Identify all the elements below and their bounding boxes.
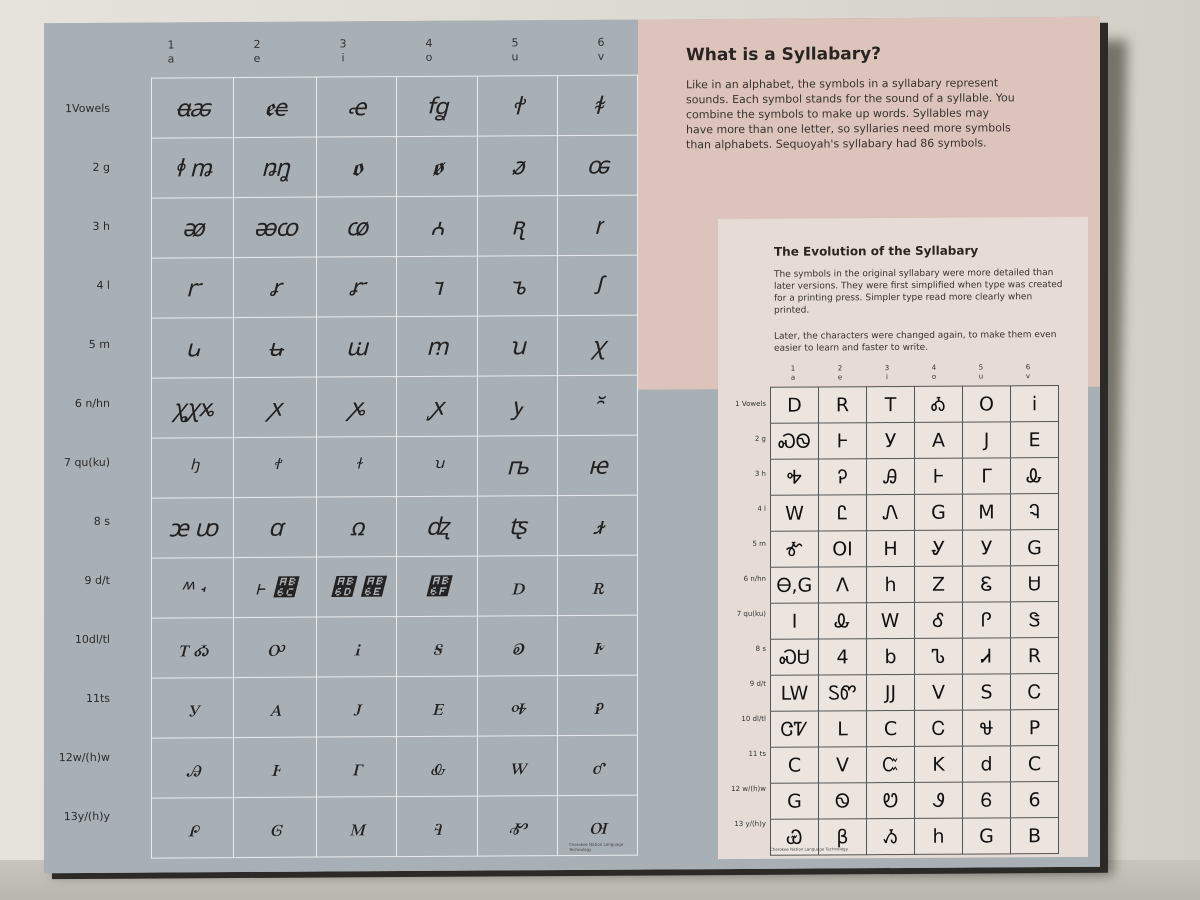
- syllable-cell: ꭓ: [557, 315, 637, 375]
- table-row: [771, 422, 1059, 460]
- syllable-cell: ꬹ ꬺ: [152, 138, 234, 199]
- original-syllabary-grid: [151, 75, 638, 859]
- row-label: 3 h: [92, 219, 110, 233]
- modern-syllable-cell: K: [915, 746, 963, 782]
- syllable-cell: ꮂ: [397, 736, 477, 796]
- modern-syllable-cell: Ꮎ,G: [771, 567, 819, 603]
- table-row: [152, 255, 638, 318]
- syllable-cell: ꮈ: [397, 796, 477, 856]
- modern-syllable-cell: LW: [771, 675, 819, 711]
- table-row: [771, 674, 1059, 712]
- syllable-cell: ꭤ: [234, 497, 317, 558]
- row-label: 12w/(h)w: [58, 750, 110, 765]
- modern-syllable-cell: Ꭾ: [819, 459, 867, 495]
- row-label: 9 d/t: [84, 573, 110, 587]
- syllable-cell: ꭭ ꭮: [316, 557, 396, 617]
- modern-syllable-cell: ᏚᏛ: [819, 675, 867, 711]
- mini-row-label: 1 Vowels: [735, 399, 766, 409]
- mini-column-number: 2: [837, 364, 843, 373]
- table-row: [771, 458, 1059, 496]
- syllable-cell: ꬵꬶ: [397, 76, 477, 136]
- mini-row-label: 5 m: [752, 539, 766, 548]
- modern-syllable-cell: Ꮥ: [1011, 602, 1059, 638]
- modern-syllable-cell: ᏍᏫ: [771, 423, 819, 459]
- modern-syllable-cell: L: [819, 711, 867, 747]
- syllable-cell: ꮊ: [557, 795, 637, 855]
- syllable-cell: ꭦ: [397, 496, 477, 556]
- column-vowel: i: [341, 51, 345, 65]
- modern-syllable-cell: C: [867, 710, 915, 746]
- column-vowel: v: [597, 49, 605, 63]
- table-row: [771, 530, 1059, 568]
- table-row: [152, 135, 638, 198]
- syllable-cell: ꭑ: [397, 316, 477, 376]
- mini-column-header: [825, 364, 855, 382]
- syllable-cell: ꭸ: [557, 615, 637, 675]
- modern-syllable-cell: OI: [819, 531, 867, 567]
- syllable-cell: ꭴ: [234, 617, 317, 678]
- syllable-cell: ꭂꭃ: [234, 197, 317, 258]
- syllable-cell: ꭍ: [557, 255, 637, 315]
- syllabary-text: Like in an alphabet, the symbols in a syllabary represent sounds. Each symbol stands for the sound of a syllable. You combine the symbols to make up words. Syllables may have more than one letter, so syllaries need more symbols than alphabets. Sequoyah's syllabary had 86 symbols.: [686, 76, 1015, 152]
- syllable-cell: ꭢ ꭣ: [152, 498, 234, 559]
- modern-syllable-cell: Ꮾ: [963, 782, 1011, 818]
- syllable-cell: ꭏ: [234, 317, 317, 378]
- row-label: 13y/(h)y: [63, 809, 110, 824]
- mini-column-header: [778, 365, 808, 383]
- modern-syllable-cell: У: [867, 422, 915, 458]
- syllable-cell: ꭰ: [477, 556, 557, 616]
- mini-row-label: 7 qu(ku): [736, 609, 766, 618]
- row-label: 5 m: [88, 337, 110, 351]
- mini-column-number: 4: [931, 363, 937, 372]
- syllable-cell: ꭙ: [397, 376, 477, 436]
- syllable-cell: ꭿ: [152, 738, 234, 799]
- syllable-cell: ꭒ: [477, 316, 557, 376]
- modern-syllable-cell: Ꮜ: [1011, 566, 1059, 602]
- mini-row-label: 2 g: [754, 434, 766, 443]
- table-row: [771, 602, 1059, 640]
- info-panel: [638, 17, 1100, 870]
- modern-syllable-cell: V: [819, 747, 867, 783]
- mini-column-header: [1013, 363, 1043, 381]
- mini-column-vowel: i: [886, 373, 888, 382]
- table-row: [771, 782, 1059, 820]
- syllable-cell: ꭐ: [316, 317, 396, 377]
- syllable-cell: ꮆ: [234, 797, 317, 858]
- syllable-cell: ꭧ: [477, 496, 557, 556]
- syllable-cell: ꭋ: [397, 256, 477, 316]
- mini-row-label: 12 w/(h)w: [731, 784, 766, 794]
- modern-syllable-cell: Ꮂ: [819, 603, 867, 639]
- table-row: [771, 638, 1059, 676]
- mini-column-number: 3: [884, 364, 890, 373]
- syllable-cell: ꮃ: [477, 736, 557, 796]
- mini-column-vowel: o: [931, 372, 937, 381]
- syllable-cell: ꭡ: [557, 435, 637, 495]
- modern-syllable-cell: Ꮛ: [963, 566, 1011, 602]
- exhibit-board: [44, 17, 1100, 873]
- modern-syllable-cell: D: [771, 387, 819, 423]
- mini-column-number: 6: [1025, 363, 1031, 372]
- column-number: 4: [425, 36, 433, 50]
- modern-syllable-cell: h: [915, 818, 963, 854]
- modern-syllable-cell: ᏣᏤ: [771, 711, 819, 747]
- mini-row-label: 3 h: [754, 469, 766, 478]
- modern-syllable-cell: Ꮭ: [819, 495, 867, 531]
- mini-row-label: 6 n/hn: [743, 574, 766, 583]
- syllable-cell: ꭈ: [152, 258, 234, 319]
- mini-row-label: 13 y/(h)y: [734, 819, 766, 829]
- table-row: [152, 435, 638, 498]
- modern-syllable-cell: E: [1011, 422, 1059, 458]
- modern-syllable-cell: Ꮄ: [915, 602, 963, 638]
- syllable-cell: ꮉ: [477, 796, 557, 856]
- evolution-text-2: Later, the characters were changed again, to make them even easier to learn and faster to write.: [774, 330, 1057, 354]
- syllable-cell: ꭄ: [316, 197, 396, 257]
- syllable-cell: ꭲ ꭳ: [152, 618, 234, 679]
- table-row: [152, 495, 638, 558]
- modern-syllable-cell: J: [963, 422, 1011, 458]
- row-label: 7 qu(ku): [63, 455, 110, 470]
- column-vowel: o: [425, 50, 433, 64]
- row-label: 8 s: [93, 514, 110, 528]
- modern-syllable-cell: h: [867, 566, 915, 602]
- modern-syllabary-grid: [770, 385, 1059, 856]
- table-row: [771, 386, 1059, 424]
- syllable-cell: ꬲꬳ: [234, 77, 317, 138]
- modern-syllable-cell: Ꮿ: [771, 819, 819, 855]
- mini-column-vowel: e: [837, 373, 843, 382]
- syllable-cell: ꭩ ꭪: [152, 558, 234, 619]
- modern-syllable-cell: G: [771, 783, 819, 819]
- modern-syllable-cell: 6: [1011, 782, 1059, 818]
- syllable-cell: ꭛: [557, 375, 637, 435]
- modern-syllable-cell: Ꮸ: [867, 746, 915, 782]
- syllable-cell: ꭝ: [234, 437, 317, 498]
- mini-row-label: 11 ts: [748, 749, 766, 758]
- modern-syllable-cell: S: [963, 674, 1011, 710]
- mini-column-vowel: a: [790, 373, 796, 382]
- modern-syllable-cell: Ꮈ: [1011, 494, 1059, 530]
- table-row: [771, 746, 1059, 784]
- modern-syllable-cell: Ꮍ: [915, 530, 963, 566]
- original-syllabary-panel: [44, 20, 638, 874]
- syllable-cell: ꬻꬼ: [234, 137, 317, 198]
- syllable-cell: ꭶ: [397, 616, 477, 676]
- table-row: [152, 795, 638, 858]
- mini-row-label: 4 l: [757, 504, 766, 513]
- syllable-cell: ꭆ: [477, 196, 557, 256]
- row-label: 1Vowels: [65, 101, 110, 116]
- column-header: [227, 38, 287, 66]
- syllable-cell: ꭾ: [557, 675, 637, 735]
- modern-syllable-cell: P: [1011, 710, 1059, 746]
- modern-syllable-cell: W: [771, 495, 819, 531]
- evolution-text-1: The symbols in the original syllabary were more detailed than later versions. They were first simplified when type was created for a printing press. Simpler type read more clearly when printed.: [774, 268, 1063, 316]
- mini-column-vowel: u: [978, 372, 984, 381]
- column-header: [141, 38, 201, 66]
- modern-syllable-cell: Ꮑ: [867, 494, 915, 530]
- column-number: 1: [167, 38, 175, 52]
- modern-syllable-cell: G: [1011, 530, 1059, 566]
- modern-syllable-cell: ᏍᏌ: [771, 639, 819, 675]
- modern-syllable-cell: I: [771, 603, 819, 639]
- syllable-cell: ꭊ: [316, 257, 396, 317]
- mini-row-label: 10 dl/tl: [741, 714, 766, 723]
- syllable-cell: ꮁ: [316, 737, 396, 797]
- table-row: [152, 375, 638, 438]
- modern-syllable-cell: Ꮽ: [915, 782, 963, 818]
- table-row: [771, 710, 1059, 748]
- syllable-cell: ꭺ: [234, 677, 317, 738]
- modern-syllable-cell: i: [1011, 386, 1059, 422]
- modern-syllable-cell: G: [963, 818, 1011, 854]
- syllable-cell: ꭯: [397, 556, 477, 616]
- column-vowel: u: [511, 50, 519, 64]
- mini-column-vowel: v: [1025, 372, 1031, 381]
- row-label: 10dl/tl: [74, 632, 110, 647]
- syllable-cell: ꭨ: [557, 495, 637, 555]
- mini-column-header: [872, 364, 902, 382]
- row-label: 11ts: [85, 691, 110, 705]
- modern-syllable-cell: Ꮯ: [915, 710, 963, 746]
- syllable-cell: ꭫ ꭬: [234, 557, 317, 618]
- syllable-cell: ꭎ: [152, 318, 234, 379]
- modern-syllable-cell: b: [867, 638, 915, 674]
- syllable-cell: ꭽ: [477, 676, 557, 736]
- modern-syllable-cell: Ꮉ: [771, 531, 819, 567]
- syllable-cell: ꭅ: [397, 196, 477, 256]
- modern-syllable-cell: Ꮅ: [963, 602, 1011, 638]
- column-number: 3: [339, 37, 347, 51]
- syllable-cell: ꬰꬱ: [152, 78, 234, 139]
- table-row: [152, 315, 638, 378]
- syllable-cell: ꭠ: [477, 436, 557, 496]
- column-header: [399, 37, 459, 65]
- modern-syllable-cell: C: [771, 747, 819, 783]
- mini-column-header: [919, 364, 949, 382]
- modern-syllable-cell: Ꭳ: [915, 386, 963, 422]
- table-row: [152, 555, 638, 618]
- right-footnote: Cherokee Nation Language Technology: [770, 846, 848, 852]
- syllable-cell: ꮄ: [557, 735, 637, 795]
- column-header: [571, 36, 631, 64]
- modern-syllable-cell: Ꮂ: [1011, 458, 1059, 494]
- syllable-cell: ꬷ: [477, 76, 557, 136]
- syllable-cell: ꭷ: [477, 616, 557, 676]
- modern-syllable-cell: Ꭽ: [771, 459, 819, 495]
- modern-syllable-cell: Ꮦ: [915, 638, 963, 674]
- syllable-cell: ꬴ: [316, 77, 396, 137]
- syllable-cell: ꭜ: [152, 438, 234, 499]
- syllable-cell: ꮅ: [152, 798, 234, 859]
- modern-syllable-cell: Ꮻ: [819, 783, 867, 819]
- syllable-cell: ꭗ: [234, 377, 317, 438]
- mini-row-label: 8 s: [755, 644, 766, 653]
- syllable-cell: ꭇ: [557, 195, 637, 255]
- mini-column-number: 5: [978, 363, 984, 372]
- modern-syllable-cell: У: [963, 530, 1011, 566]
- table-row: [152, 195, 638, 258]
- modern-syllable-cell: C: [1011, 746, 1059, 782]
- syllable-cell: ꭚ: [477, 376, 557, 436]
- column-number: 2: [253, 37, 261, 51]
- modern-syllable-cell: B: [1011, 818, 1059, 854]
- syllable-cell: ꭘ: [316, 377, 396, 437]
- modern-syllable-cell: Ꮧ: [963, 638, 1011, 674]
- column-header: [313, 37, 373, 65]
- row-label: 2 g: [92, 160, 110, 174]
- syllable-cell: ꭹ: [152, 678, 234, 739]
- syllable-cell: ꭉ: [234, 257, 317, 318]
- table-row: [152, 615, 638, 678]
- modern-syllable-cell: Ꮰ: [963, 710, 1011, 746]
- syllable-cell: ꬿ: [477, 136, 557, 196]
- row-label: 6 n/hn: [74, 396, 110, 411]
- mini-column-header: [966, 363, 996, 381]
- left-footnote: Cherokee Nation Language Technology: [569, 841, 624, 853]
- modern-syllable-cell: R: [819, 387, 867, 423]
- syllable-cell: ꮇ: [316, 797, 396, 857]
- evolution-title: The Evolution of the Syllabary: [774, 243, 979, 259]
- modern-syllable-cell: Ᏹ: [867, 818, 915, 854]
- table-row: [152, 675, 638, 738]
- modern-syllable-cell: Ꮃ: [867, 602, 915, 638]
- modern-syllable-cell: Ꮀ: [915, 458, 963, 494]
- syllable-cell: ꭼ: [397, 676, 477, 736]
- modern-syllable-cell: V: [915, 674, 963, 710]
- column-header: [485, 36, 545, 64]
- syllable-cell: ꬽ: [316, 137, 396, 197]
- table-row: [771, 566, 1059, 604]
- column-vowel: a: [167, 52, 175, 66]
- column-vowel: e: [253, 51, 261, 65]
- modern-syllable-cell: M: [963, 494, 1011, 530]
- modern-syllable-cell: Ꭿ: [867, 458, 915, 494]
- evolution-card: [718, 217, 1088, 859]
- modern-syllable-cell: T: [867, 386, 915, 422]
- row-label: 4 l: [96, 278, 110, 292]
- syllable-cell: ꮀ: [234, 737, 317, 798]
- syllabary-title: What is a Syllabary?: [686, 44, 882, 66]
- modern-syllable-cell: Λ: [819, 567, 867, 603]
- syllable-cell: ꭱ: [557, 555, 637, 615]
- column-number: 6: [597, 35, 605, 49]
- syllable-cell: ꭌ: [477, 256, 557, 316]
- syllable-cell: ꭥ: [316, 497, 396, 557]
- mini-row-label: 9 d/t: [749, 679, 766, 688]
- modern-syllable-cell: d: [963, 746, 1011, 782]
- syllable-cell: ꭞ: [316, 437, 396, 497]
- table-row: [771, 494, 1059, 532]
- modern-syllable-cell: Ꮼ: [867, 782, 915, 818]
- syllable-cell: ꬾ: [397, 136, 477, 196]
- syllable-cell: ꭻ: [316, 677, 396, 737]
- syllable-cell: ꭟ: [397, 436, 477, 496]
- syllable-cell: ꭁ: [152, 198, 234, 259]
- modern-syllable-cell: G: [915, 494, 963, 530]
- modern-syllable-cell: O: [963, 386, 1011, 422]
- table-row: [152, 735, 638, 798]
- syllable-cell: ꭔꭕꭖ: [152, 378, 234, 439]
- syllable-cell: ꬸ: [557, 75, 637, 135]
- modern-syllable-cell: JJ: [867, 674, 915, 710]
- mini-column-number: 1: [790, 364, 796, 373]
- modern-syllable-cell: Ꮯ: [1011, 674, 1059, 710]
- modern-syllable-cell: Ꮀ: [819, 423, 867, 459]
- modern-syllable-cell: Γ: [963, 458, 1011, 494]
- table-row: [152, 75, 638, 138]
- syllable-cell: ꭵ: [316, 617, 396, 677]
- syllable-cell: ꭀ: [557, 135, 637, 195]
- column-number: 5: [511, 36, 519, 50]
- modern-syllable-cell: β: [819, 819, 867, 855]
- modern-syllable-cell: Z: [915, 566, 963, 602]
- modern-syllable-cell: R: [1011, 638, 1059, 674]
- modern-syllable-cell: H: [867, 530, 915, 566]
- modern-syllable-cell: 4: [819, 639, 867, 675]
- modern-syllable-cell: A: [915, 422, 963, 458]
